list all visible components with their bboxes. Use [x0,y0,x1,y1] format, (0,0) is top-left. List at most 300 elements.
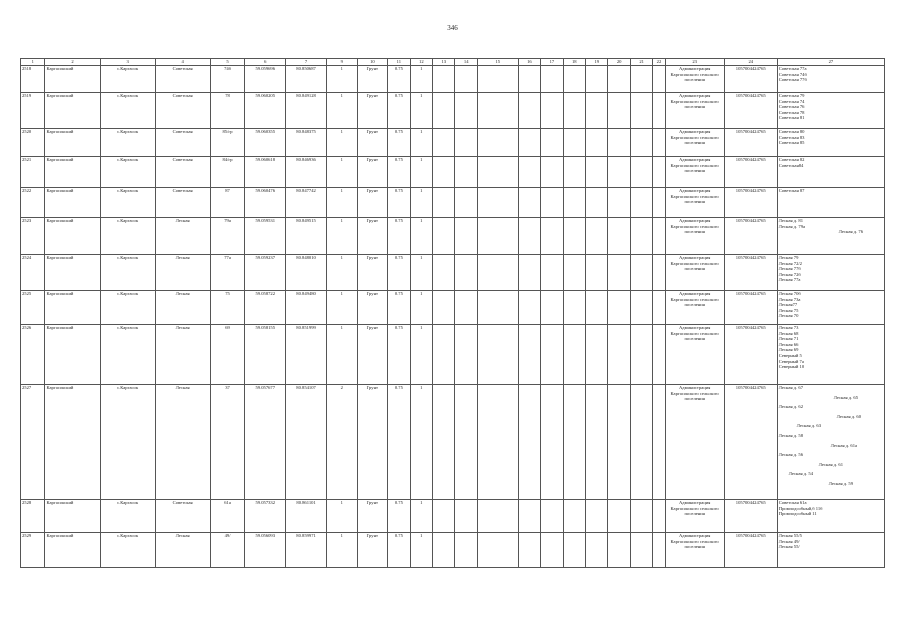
cell-lat: 59.060205 [245,93,286,129]
empty-cell [653,93,665,129]
address-line: Советская 77б [778,77,807,83]
empty-cell [608,500,630,533]
empty-cell [586,325,608,385]
address-line: Лесная 68 [778,330,799,336]
empty-cell [518,533,540,568]
cell-count: 2 [326,385,357,500]
address-line: Советская 82 [778,157,805,162]
cell-lat: 59.059531 [245,218,286,255]
empty-cell [653,255,665,291]
cell-lon: 80.849515 [286,218,327,255]
empty-cell [563,255,585,291]
empty-cell [455,385,477,500]
cell-lat: 59.059237 [245,255,286,291]
empty-cell [653,188,665,218]
empty-cell [586,157,608,188]
table-row [21,129,885,157]
cell-area: 0.75 [388,325,410,385]
cell-lon: 80.854107 [286,385,327,500]
registry-table [20,58,885,568]
empty-cell [433,129,455,157]
address-line: Советская84 [778,162,804,168]
cell-street: Советская [155,188,210,218]
cell-owner: Администрация Каргасокского сельского поселения [665,385,724,500]
empty-cell [541,385,563,500]
address-line: Лесная 70б [778,291,801,296]
cell-qty: 1 [410,291,432,325]
cell-district: Каргасокский [45,218,100,255]
empty-cell [433,188,455,218]
cell-id: 2522 [21,188,45,218]
cell-street: Лесная [155,218,210,255]
empty-cell [653,385,665,500]
cell-lat: 59.058722 [245,291,286,325]
address-line: Лесная д. 81 [778,218,804,223]
cell-street: Советская [155,500,210,533]
cell-addresses [777,533,884,568]
cell-district: Каргасокский [45,157,100,188]
address-line: Лесная д. 61а [830,442,858,448]
empty-cell [433,218,455,255]
empty-cell [455,533,477,568]
cell-house: 74б [210,66,245,93]
cell-qty: 1 [410,218,432,255]
cell-addresses [777,291,884,325]
cell-area: 0.75 [388,93,410,129]
empty-cell [541,533,563,568]
table-row [21,325,885,385]
cell-area: 0.75 [388,255,410,291]
empty-cell [541,129,563,157]
empty-cell [541,157,563,188]
empty-cell [630,385,652,500]
address-line: Советская 77а [778,66,807,71]
cell-owner: Администрация Каргасокского сельского поселения [665,533,724,568]
cell-ogrn: 1057004424765 [724,255,777,291]
cell-district: Каргасокский [45,385,100,500]
address-line: Северный 5 [778,352,802,358]
address-line: Советская 80 [778,129,805,134]
cell-house: 79а [210,218,245,255]
cell-street: Лесная [155,385,210,500]
page-number: 346 [447,24,458,32]
cell-owner: Администрация Каргасокского сельского поселения [665,129,724,157]
cell-id: 2524 [21,255,45,291]
empty-cell [608,188,630,218]
cell-area: 0.75 [388,188,410,218]
cell-area: 0.75 [388,66,410,93]
empty-cell [608,291,630,325]
cell-street: Лесная [155,291,210,325]
empty-cell [563,129,585,157]
empty-cell [541,255,563,291]
table-row [21,500,885,533]
cell-addresses [777,129,884,157]
address-line: Советская 87 [778,188,805,193]
table-row [21,157,885,188]
address-line: Лесная 75 [778,307,799,313]
cell-area: 0.75 [388,129,410,157]
empty-cell [630,218,652,255]
cell-locality: с.Каргасок [100,93,155,129]
address-line: Лесная д. 62 [778,404,804,410]
cell-house: 37 [210,385,245,500]
cell-lat: 59.060618 [245,157,286,188]
cell-count: 1 [326,93,357,129]
empty-cell [608,218,630,255]
cell-area: 0.75 [388,533,410,568]
column-header: 1 [21,59,45,66]
column-header: 18 [563,59,585,66]
empty-cell [653,500,665,533]
address-line: Лесная д. 61 [818,461,844,467]
cell-locality: с.Каргасок [100,500,155,533]
cell-id: 2523 [21,218,45,255]
header-row [21,59,885,66]
address-line: Северный 10 [778,364,805,370]
cell-addresses [777,218,884,255]
empty-cell [541,291,563,325]
empty-cell [455,66,477,93]
empty-cell [586,533,608,568]
address-line: Лесная 55/ [778,544,800,550]
empty-cell [455,325,477,385]
empty-cell [518,291,540,325]
empty-cell [433,255,455,291]
empty-cell [518,129,540,157]
cell-district: Каргасокский [45,129,100,157]
cell-owner: Администрация Каргасокского сельского поселения [665,93,724,129]
cell-house: 49/ [210,533,245,568]
cell-surface: Грунт [357,255,388,291]
cell-lon: 80.859971 [286,533,327,568]
empty-cell [630,255,652,291]
cell-lon: 80.850687 [286,66,327,93]
cell-district: Каргасокский [45,255,100,291]
empty-cell [433,291,455,325]
empty-cell [518,218,540,255]
empty-cell [563,385,585,500]
address-line: Лесная 73 [778,325,799,330]
column-header: 19 [586,59,608,66]
cell-locality: с.Каргасок [100,188,155,218]
cell-addresses [777,385,884,500]
cell-ogrn: 1057004424765 [724,385,777,500]
empty-cell [433,93,455,129]
empty-cell [586,93,608,129]
empty-cell [630,500,652,533]
cell-addresses [777,255,884,291]
cell-surface: Грунт [357,218,388,255]
cell-street: Лесная [155,255,210,291]
cell-qty: 1 [410,129,432,157]
address-line: Советская 83 [778,134,805,140]
empty-cell [586,129,608,157]
empty-cell [477,325,518,385]
table-row [21,385,885,500]
table-row [21,188,885,218]
cell-lat: 59.059696 [245,66,286,93]
address-line: Лесная 66 [778,341,799,347]
cell-house: 78 [210,93,245,129]
address-line: Лесная 77а [778,277,801,283]
address-line: Советская 85 [778,140,805,146]
empty-cell [518,93,540,129]
cell-owner: Администрация Каргасокского сельского поселения [665,188,724,218]
empty-cell [477,291,518,325]
cell-street: Советская [155,129,210,157]
column-header: 17 [541,59,563,66]
column-header: 6 [245,59,286,66]
cell-count: 1 [326,500,357,533]
column-header: 3 [100,59,155,66]
cell-addresses [777,93,884,129]
empty-cell [563,93,585,129]
address-line: Лесная д. 60 [836,413,862,419]
empty-cell [630,325,652,385]
cell-surface: Грунт [357,500,388,533]
address-line: Лесная 70 [778,313,799,319]
column-header: 4 [155,59,210,66]
address-line: Советская 79 [778,93,805,98]
empty-cell [477,500,518,533]
column-header: 27 [777,59,884,66]
empty-cell [653,129,665,157]
address-line: Лесная 73а [778,296,801,302]
cell-owner: Администрация Каргасокского сельского поселения [665,291,724,325]
cell-lon: 80.851999 [286,325,327,385]
address-line: Советская 74б [778,71,807,77]
address-line: Лесная д. 54 [788,471,814,477]
cell-qty: 1 [410,533,432,568]
empty-cell [541,218,563,255]
empty-cell [586,188,608,218]
cell-qty: 1 [410,93,432,129]
cell-id: 2527 [21,385,45,500]
empty-cell [433,66,455,93]
cell-qty: 1 [410,188,432,218]
cell-locality: с.Каргасок [100,385,155,500]
address-line: Советская 81 [778,115,805,121]
cell-locality: с.Каргасок [100,325,155,385]
cell-owner: Администрация Каргасокского сельского поселения [665,218,724,255]
empty-cell [630,533,652,568]
empty-cell [518,188,540,218]
cell-addresses [777,325,884,385]
cell-count: 1 [326,188,357,218]
address-line: Лесная д. 59 [828,480,854,486]
cell-ogrn: 1057004424765 [724,129,777,157]
empty-cell [477,255,518,291]
cell-surface: Грунт [357,66,388,93]
cell-count: 1 [326,291,357,325]
address-line: Советская 76 [778,104,805,110]
address-line: Лесная 49/ [778,538,800,544]
cell-area: 0.75 [388,157,410,188]
address-line: Лесная д. 58 [778,432,804,438]
cell-owner: Администрация Каргасокского сельского поселения [665,157,724,188]
cell-qty: 1 [410,66,432,93]
empty-cell [433,157,455,188]
empty-cell [653,291,665,325]
table-row [21,255,885,291]
cell-locality: с.Каргасок [100,129,155,157]
column-header: 5 [210,59,245,66]
cell-owner: Администрация Каргасокского сельского поселения [665,325,724,385]
cell-ogrn: 1057004424765 [724,188,777,218]
cell-owner: Администрация Каргасокского сельского поселения [665,500,724,533]
cell-count: 1 [326,129,357,157]
empty-cell [563,66,585,93]
cell-count: 1 [326,157,357,188]
empty-cell [541,66,563,93]
cell-surface: Грунт [357,533,388,568]
column-header: 11 [388,59,410,66]
column-header: 24 [724,59,777,66]
cell-qty: 1 [410,157,432,188]
empty-cell [563,325,585,385]
empty-cell [630,129,652,157]
cell-lon: 80.848375 [286,129,327,157]
address-line: Лесная 71 [778,336,799,342]
column-header: 13 [433,59,455,66]
cell-district: Каргасокский [45,325,100,385]
empty-cell [455,218,477,255]
cell-count: 1 [326,255,357,291]
column-header: 15 [477,59,518,66]
column-header: 2 [45,59,100,66]
empty-cell [477,66,518,93]
address-line: Промподсобный,б 11б [778,505,823,511]
empty-cell [477,188,518,218]
cell-id: 2521 [21,157,45,188]
cell-qty: 1 [410,500,432,533]
cell-qty: 1 [410,385,432,500]
cell-id: 2528 [21,500,45,533]
empty-cell [630,188,652,218]
empty-cell [608,385,630,500]
column-header: 12 [410,59,432,66]
address-line: Лесная 79 [778,255,799,260]
empty-cell [455,129,477,157]
address-line: Советская 61а [778,500,807,505]
table-row [21,93,885,129]
cell-house: 61а [210,500,245,533]
cell-ogrn: 1057004424765 [724,533,777,568]
empty-cell [608,66,630,93]
cell-ogrn: 1057004424765 [724,66,777,93]
column-header: 23 [665,59,724,66]
cell-ogrn: 1057004424765 [724,500,777,533]
address-line: Лесная 77б [778,266,801,272]
cell-street: Советская [155,66,210,93]
empty-cell [586,255,608,291]
cell-locality: с.Каргасок [100,255,155,291]
cell-surface: Грунт [357,188,388,218]
cell-lat: 59.057677 [245,385,286,500]
cell-district: Каргасокский [45,66,100,93]
empty-cell [541,500,563,533]
empty-cell [518,66,540,93]
empty-cell [518,500,540,533]
empty-cell [455,255,477,291]
cell-id: 2519 [21,93,45,129]
cell-lon: 80.849480 [286,291,327,325]
cell-district: Каргасокский [45,188,100,218]
cell-district: Каргасокский [45,533,100,568]
cell-area: 0.75 [388,500,410,533]
empty-cell [563,533,585,568]
cell-lon: 80.847742 [286,188,327,218]
cell-locality: с.Каргасок [100,291,155,325]
cell-lat: 59.058155 [245,325,286,385]
empty-cell [477,93,518,129]
cell-street: Советская [155,157,210,188]
cell-street: Советская [155,93,210,129]
column-header: 9 [326,59,357,66]
column-header: 7 [286,59,327,66]
empty-cell [586,385,608,500]
cell-count: 1 [326,66,357,93]
empty-cell [518,255,540,291]
empty-cell [653,533,665,568]
empty-cell [608,157,630,188]
cell-qty: 1 [410,325,432,385]
column-header: 16 [518,59,540,66]
cell-ogrn: 1057004424765 [724,157,777,188]
cell-lat: 59.060355 [245,129,286,157]
empty-cell [477,218,518,255]
cell-surface: Грунт [357,157,388,188]
address-line: Лесная д. 56 [778,452,804,458]
empty-cell [455,157,477,188]
empty-cell [653,218,665,255]
empty-cell [653,157,665,188]
cell-locality: с.Каргасок [100,218,155,255]
cell-surface: Грунт [357,325,388,385]
cell-lat: 59.060476 [245,188,286,218]
address-line: Лесная д. 65 [833,394,859,400]
cell-lon: 80.849128 [286,93,327,129]
cell-surface: Грунт [357,385,388,500]
empty-cell [477,129,518,157]
empty-cell [455,291,477,325]
empty-cell [518,385,540,500]
cell-lat: 59.056093 [245,533,286,568]
cell-id: 2529 [21,533,45,568]
empty-cell [541,93,563,129]
cell-street: Лесная [155,325,210,385]
empty-cell [653,325,665,385]
cell-locality: с.Каргасок [100,157,155,188]
empty-cell [433,385,455,500]
empty-cell [518,157,540,188]
cell-district: Каргасокский [45,500,100,533]
cell-id: 2518 [21,66,45,93]
cell-addresses [777,188,884,218]
empty-cell [563,291,585,325]
cell-house: 69 [210,325,245,385]
cell-lon: 80.861101 [286,500,327,533]
cell-house: 87 [210,188,245,218]
column-header: 20 [608,59,630,66]
empty-cell [608,255,630,291]
cell-qty: 1 [410,255,432,291]
empty-cell [630,66,652,93]
address-line: Северный 7а [778,358,804,364]
empty-cell [433,500,455,533]
cell-id: 2525 [21,291,45,325]
